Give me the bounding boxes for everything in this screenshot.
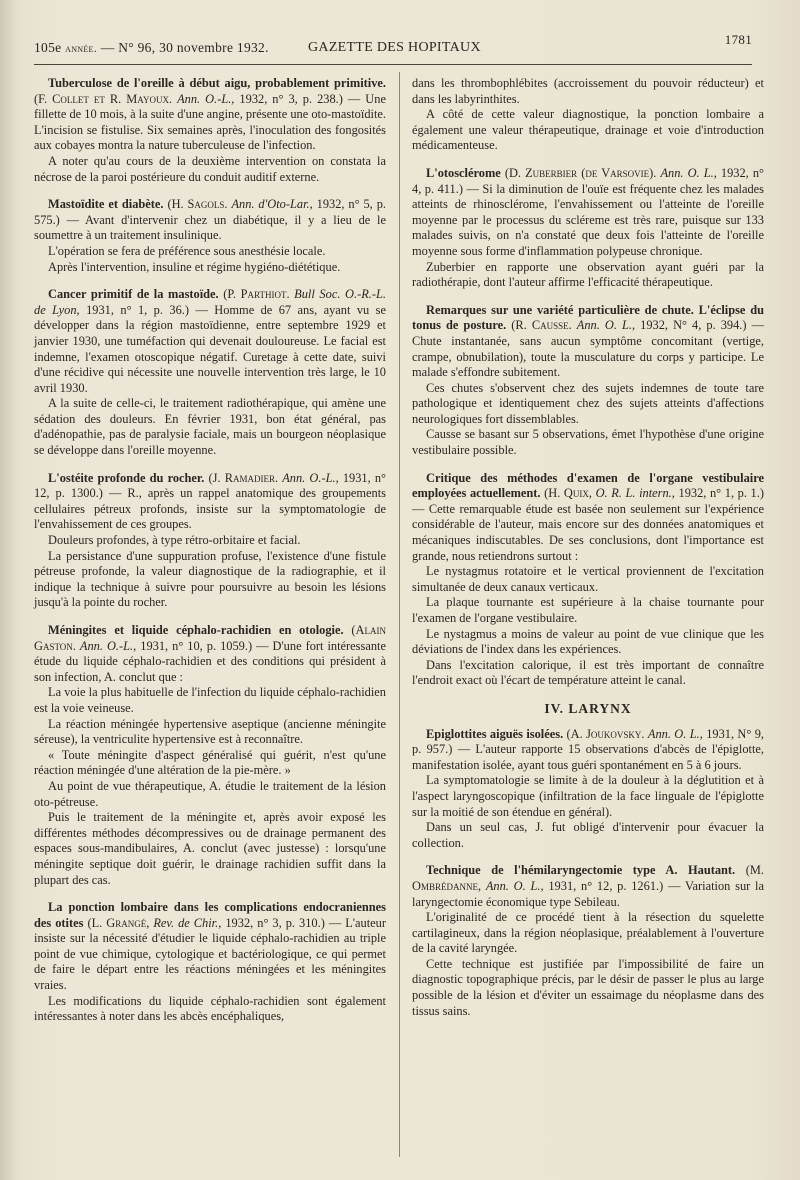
abstract-reference: 1931, n° 12, p. 1300.) [34, 470, 386, 501]
abstract-body: — Avant d'intervenir chez un diabétique, il y a lieu de le soumettre à un traitement insulinique. [34, 212, 386, 243]
abstract-journal: Ann. O.-L., [177, 91, 235, 106]
abstract-paragraph: Le nystagmus a moins de valeur au point de vue clinique que les déviations de l'index dans les expériences. [412, 626, 764, 657]
abstract-paragraph: Ces chutes s'observent chez des sujets indemnes de toute tare pathologique et identiquement chez des sujets atteints d'affections neurologiques fort dissemblables. [412, 380, 764, 426]
abstract-journal: Ann. O.-L., [79, 638, 137, 653]
abstract-journal: Bull Soc. O.-R.-L. de Lyon, [34, 287, 386, 317]
abstract-body: — Si la diminution de l'ouïe est fréquente chez les malades atteints de rhinosclérome, l'envahissement ou l'atteinte de l'oreille moyenne par le processus du scléreme est très rare, puisque sur 133 malades suivis, on n'a constaté que deux fois l'atteinte de l'oreille moyenne sous forme d'inflammation polypeuse chronique. [412, 181, 764, 258]
abstract-title: La ponction lombaire dans les complications endocraniennes des otites [34, 900, 386, 930]
abstract-title: Tuberculose de l'oreille à début aigu, probablement primitive. [48, 76, 386, 90]
abstract-entry [34, 900, 386, 1025]
abstract-lead [34, 287, 386, 396]
abstract-paragraph: Dans un seul cas, J. fut obligé d'intervenir pour évacuer la collection. [412, 820, 764, 850]
abstract-entry [34, 623, 386, 888]
abstract-journal: O. R. L. intern., [595, 486, 675, 501]
abstract-lead [34, 197, 386, 244]
abstract-paragraph: « Toute méningite d'aspect généralisé qui guérit, n'est qu'une réaction méningée d'une altération de la pie-mère. » [34, 747, 386, 778]
abstract-reference: 1932, n° 3, p. 310.) [225, 915, 325, 930]
abstract-title: L'otosclérome [426, 165, 501, 180]
abstract-paragraph: Cette technique est justifiée par l'impossibilité de faire un diagnostic topographique précis, par le désir de passer le plus au large possible de la lésion et d'éviter un essaimage du néoplasme dans des tissus sains. [412, 956, 764, 1018]
running-header [34, 30, 752, 64]
abstract-body: — D'une fort intéressante étude du liquide céphalo-rachidien et des conditions qui président à son infection, A. conclut que : [34, 638, 386, 684]
continued-text [412, 76, 764, 154]
abstract-lead [412, 166, 764, 260]
abstract-paragraph: A la suite de celle-ci, le traitement radiothérapique, qui amène une sédation des douleurs. En février 1931, bon état général, pas d'adénopathie, pas de paralysie faciale, mais un bourgeon néoplasique se développe dans l'oreille moyenne. [34, 396, 386, 458]
continued-paragraph: dans les thrombophlébites (accroissement du pouvoir réducteur) et dans les labyrinthites. [412, 76, 764, 106]
right-column [412, 76, 764, 1031]
continued-paragraph: A côté de cette valeur diagnostique, la ponction lombaire a également une valeur thérapeutique, drainage et voie d'introduction médicamenteuse. [412, 107, 764, 153]
abstract-reference: 1931, n° 10, p. 1059.) [140, 638, 253, 653]
abstract-body: — Homme de 67 ans, ayant vu se développer dans la région mastoïdienne, entre septembre 1929 et janvier 1930, une tuméfaction qui devenait douloureuse. Le facial est indemne, l'examen otoscopique négatif. Curetage à cette date, suivi d'une récidive qui nécessite une nouvelle intervention très large, le 10 avril 1930. [34, 302, 386, 395]
abstract-paragraph: La réaction méningée hypertensive aseptique (ancienne méningite séreuse), la ventriculite hypertensive est à reconnaître. [34, 716, 386, 747]
abstract-lead [34, 471, 386, 533]
abstract-body: — Une fillette de 10 mois, à la suite d'une angine, présente une oto-mastoïdite. L'incision se fistulise. Six semaines après, l'inoculation des fongosités aux cobayes montra la nature tuberculeuse de l'infection. [34, 91, 386, 153]
abstract-authors: (Alain Gaston. [34, 623, 386, 653]
abstract-title: Remarques sur une variété particulière de chute. L'éclipse du tonus de posture. [412, 302, 764, 333]
abstract-authors: (M. Ombrédanne, [412, 863, 764, 893]
abstract-paragraph: Après l'intervention, insuline et régime hygiéno-diététique. [48, 259, 341, 274]
abstract-journal: Ann. O. L., [576, 318, 636, 333]
abstract-paragraph: Causse se basant sur 5 observations, émet l'hypothèse d'une origine vestibulaire possible. [412, 427, 764, 458]
abstract-entry [412, 303, 764, 459]
issue-line [34, 40, 269, 56]
abstract-journal: Ann. O. L., [660, 165, 717, 180]
abstract-entry [412, 166, 764, 291]
abstract-reference: 1932, n° 3, p. 238.) [239, 91, 343, 106]
abstract-paragraph: Au point de vue thérapeutique, A. étudie le traitement de la lésion oto-pétreuse. [34, 778, 386, 809]
abstract-body: — R., après un rappel anatomique des groupements cellulaires pétreux profonds, insiste sur la symptomatologie de l'envahissement de ces groupes. [34, 486, 387, 532]
abstract-paragraph: La voie la plus habituelle de l'infection du liquide céphalo-rachidien est la voie veineuse. [34, 685, 386, 715]
abstract-reference: 1932, n° 4, p. 411.) [412, 165, 764, 196]
abstract-lead [34, 76, 386, 154]
section-heading: IV. LARYNX [544, 700, 632, 716]
abstract-title: Méningites et liquide céphalo-rachidien en otologie. [48, 623, 344, 637]
abstract-lead [412, 303, 764, 381]
abstract-reference: 1932, n° 5, p. 575.) [34, 197, 386, 227]
abstract-paragraph: Dans l'excitation calorique, il est très important de connaître l'endroit exact où l'écart de température atteint le canal. [412, 657, 764, 688]
abstract-authors: (R. Causse. [511, 318, 572, 333]
abstract-journal: Ann. d'Oto-Lar., [231, 197, 313, 212]
header-rule [34, 64, 752, 65]
abstract-paragraph: L'originalité de ce procédé tient à la résection du squelette cartilagineux, dans la région néoplasique, préalablement à l'ouverture de la cavité laryngée. [412, 910, 764, 956]
abstract-title: Cancer primitif de la mastoïde. [48, 287, 219, 302]
abstract-body: — Chute instantanée, sans aucun symptôme concomitant (vertige, crampe, obnubilation), toute la musculature du corps y participe. Le malade s'effondre subitement. [412, 318, 764, 380]
abstract-paragraph: La plaque tournante est supérieure à la chaise tournante pour l'examen de l'organe vestibulaire. [412, 595, 764, 625]
abstract-body: — L'auteur rapporte 15 observations d'abcès de l'épiglotte, manifestation isolée, ayant tous guéri spontanément en 5 à 6 jours. [412, 742, 764, 772]
left-column [34, 76, 386, 1037]
abstract-reference: 1931, N° 9, p. 957.) [412, 726, 764, 757]
abstract-authors: (A. Joukovsky. [566, 726, 645, 741]
abstract-authors: (L. Grangé, [87, 915, 150, 930]
abstract-entry [412, 471, 764, 689]
abstract-paragraph: A noter qu'au cours de la deuxième intervention on constata la nécrose de la paroi postérieure du conduit auditif externe. [34, 153, 386, 184]
abstract-paragraph: L'opération se fera de préférence sous anesthésie locale. [48, 243, 326, 258]
year: 105e [34, 40, 62, 55]
abstract-paragraph: Les modifications du liquide céphalo-rachidien sont également intéressantes à noter dans les abcès encéphaliques, [34, 993, 386, 1024]
abstract-authors: (H. Quix, [544, 486, 592, 501]
abstract-body: — Variation sur la laryngectomie économique type Sebileau. [412, 878, 765, 909]
abstract-reference: 1932, N° 4, p. 394.) [640, 318, 747, 333]
abstract-journal: Ann. O. L., [485, 878, 544, 893]
abstract-lead [412, 727, 764, 774]
abstract-title: Epiglottites aiguës isolées. [426, 726, 564, 741]
abstract-paragraph: La persistance d'une suppuration profuse, l'existence d'une fistule pétreuse profonde, la valeur diagnostique de la radiographie, et il indique la technique à suivre pour poursuivre au besoin les lésions jusqu'à la pointe du rocher. [34, 548, 386, 610]
abstract-paragraph: Le nystagmus rotatoire et le vertical proviennent de l'excitation simultanée de deux canaux verticaux. [412, 564, 764, 594]
abstract-paragraph: Douleurs profondes, à type rétro-orbitaire et facial. [48, 533, 301, 548]
abstract-entry [34, 76, 386, 185]
abstract-reference: 1932, n° 1, p. 1.) [678, 486, 764, 501]
abstract-title: Critique des méthodes d'examen de l'organe vestibulaire employées actuellement. [412, 470, 764, 501]
abstract-paragraph: Puis le traitement de la méningite et, après avoir exposé les différentes méthodes décompressives ou de drainage permanent des espaces sous-mandibulaires, A. conclut (avec justesse) : lorsqu'une méningite septique doit guérir, le drainage rachidien suffit dans la plupart des cas. [34, 810, 386, 887]
abstract-lead [34, 900, 386, 994]
abstract-reference: 1931, n° 1, p. 36.) [86, 302, 190, 317]
journal-title: GAZETTE DES HOPITAUX [308, 40, 481, 55]
abstract-body: — Cette remarquable étude est basée non seulement sur l'expérience considérable de l'auteur, mais encore sur des données anatomiques et mécaniques indiscutables. De ses conclusions, dont l'importance est grande, nous retiendrons surtout : [412, 501, 764, 563]
abstract-entry [412, 863, 764, 1019]
abstract-authors: (F. Collet et R. Mayoux. [34, 91, 173, 106]
abstract-authors: (J. Ramadier. [208, 470, 279, 485]
abstract-body: — L'auteur insiste sur la nécessité d'étudier le liquide céphalo-rachidien au triple point de vue chimique, cytologique et bactériologique, ce qui permet de faire le départ entre les réactions méningées et les méningites vraies. [34, 915, 387, 993]
abstract-lead [412, 471, 764, 565]
abstract-authors: (P. Parthiot. [223, 287, 290, 302]
abstract-journal: Rev. de Chir., [153, 915, 222, 930]
abstract-journal: Ann. O. L., [647, 726, 703, 741]
abstract-title: Mastoïdite et diabète. [48, 197, 164, 212]
abstract-lead [412, 863, 764, 910]
column-divider [399, 72, 400, 1157]
abstract-entry [34, 197, 386, 275]
abstract-entry [34, 287, 386, 459]
abstract-reference: 1931, n° 12, p. 1261.) [548, 878, 664, 893]
issue-date: — N° 96, 30 novembre 1932. [100, 40, 269, 55]
page-number: 1781 [724, 32, 752, 47]
abstract-entry [34, 471, 386, 611]
abstract-authors: (H. Sagols. [167, 197, 228, 212]
abstract-entry [412, 727, 764, 852]
abstract-lead [34, 623, 386, 685]
abstract-title: Technique de l'hémilaryngectomie type A. Hautant. [426, 863, 736, 878]
year-word: année. [65, 41, 98, 55]
abstract-paragraph: La symptomatologie se limite à de la douleur à la déglutition et à l'aspect laryngoscopique (infiltration de la face linguale de l'épiglotte sur la moitié de son étendue en général). [412, 773, 764, 819]
abstract-paragraph: Zuberbier en rapporte une observation ayant guéri par la radiothérapie, dont l'auteur affirme l'efficacité thérapeutique. [412, 259, 764, 290]
abstract-journal: Ann. O.-L., [282, 470, 339, 485]
abstract-title: L'ostéite profonde du rocher. [48, 470, 205, 485]
abstract-authors: (D. Zuberbier (de Varsovie). [504, 165, 657, 180]
